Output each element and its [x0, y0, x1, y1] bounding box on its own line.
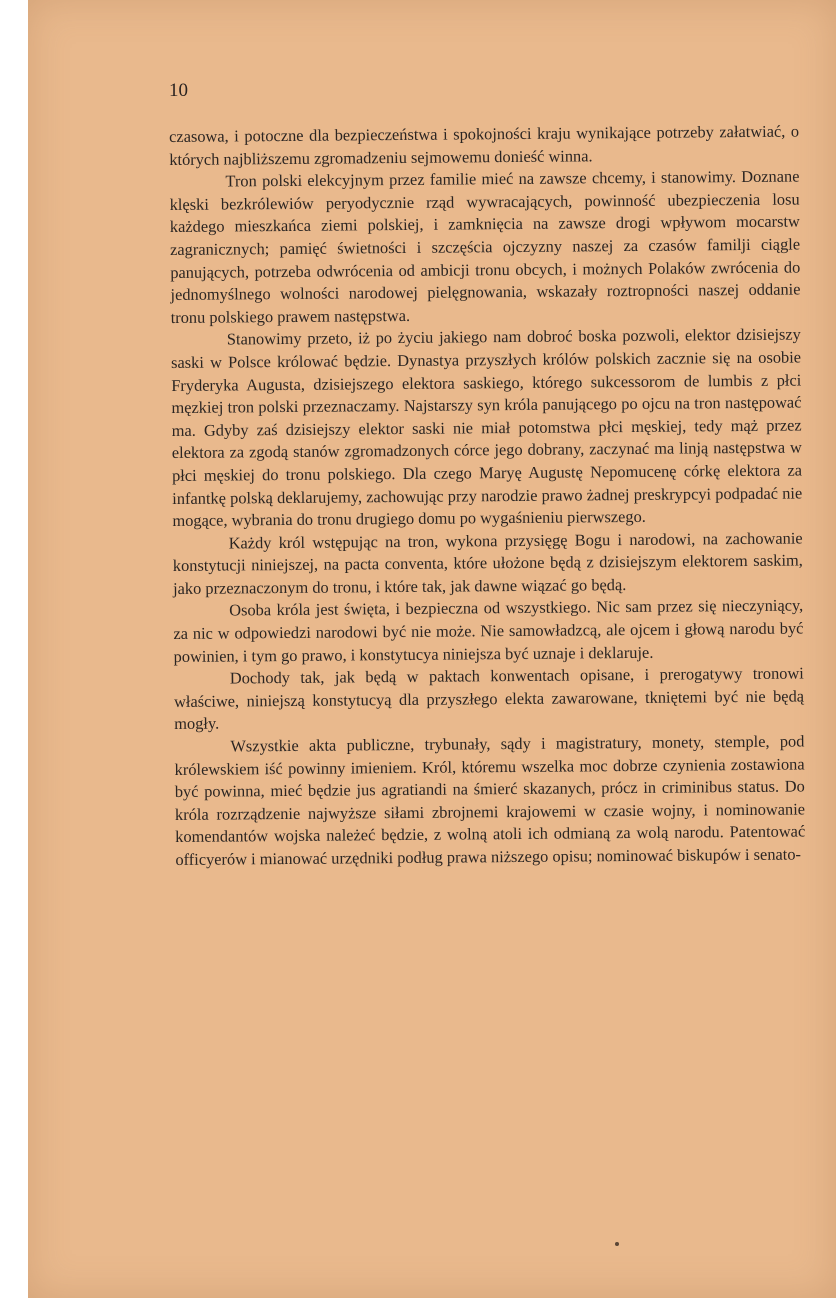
page-number: 10 [169, 80, 188, 101]
paragraph: Osoba króla jest święta, i bezpieczna od wszystkiego. Nic sam przez się nieczyniący, za nic w odpowiedzi narodowi być nie może. Nie samowładzcą, ale ojcem i głową narodu być powinien, i tym go prawo, i konstytucya niniejsza być uznaje i deklaruje. [173, 595, 804, 666]
paragraph: Stanowimy przeto, iż po życiu jakiego nam dobroć boska pozwoli, elektor dzisiejszy saski w Polsce królować będzie. Dynastya przyszłych królów polskich zacznie się na osobie Fryderyka Augusta, dzisiejszego elektora saskiego, którego sukcessorom de lumbis z płci męzkiej tron polski przeznaczamy. Najstarszy syn króla panującego po ojcu na tron następować ma. Gdyby zaś dzisiejszy elektor saski nie miał potomstwa płci męskiej, tedy mąż przez elektora za zgodą stanów zgromadzonych córce jego dobrany, zaczynać ma linją następstwa w płci męskiej do tronu polskiego. Dla czego Maryę Augustę Nepomucenę córkę elektora za infantkę polską deklarujemy, zachowując przy narodzie prawo żadnej preskrypcyi podpadać nie mogące, wybrania do tronu drugiego domu po wygaśnieniu pierwszego. [170, 324, 803, 531]
ink-speck [615, 1242, 619, 1246]
paragraph: Każdy król wstępując na tron, wykona przysięgę Bogu i narodowi, na zachowanie konstytucji niniejszej, na pacta conventa, które ułożone będą z dzisiejszym elektorem saskim, jako przeznaczonym do tronu, i które tak, jak dawne wiązać go będą. [172, 528, 803, 598]
page-sheet [28, 0, 836, 1298]
paragraph: Wszystkie akta publiczne, trybunały, sądy i magistratury, monety, stemple, pod królewskiem iść powinny imieniem. Król, któremu wszelka moc dobrze czynienia zostawiona być powinna, mieć będzie jus agratiandi na śmierć skazanych, prócz in criminibus status. Do króla rozrządzenie najwyższe siłami zbrojnemi krajowemi w czasie wojny, i nominowanie komendantów wojska należeć będzie, z wolną atoli ich odmianą za wolą narodu. Patentować officyerów i mianować urzędniki podług prawa niższego opisu; nominować biskupów i senato- [174, 731, 806, 869]
paragraph: czasowa, i potoczne dla bezpieczeństwa i spokojności kraju wynikające potrzeby załatwiać, o których najbliższemu zgromadzeniu sejmowemu donieść winna. [169, 121, 800, 169]
paragraph: Tron polski elekcyjnym przez familie mieć na zawsze chcemy, i stanowimy. Doznane klęski bezkrólewiów peryodycznie rząd wywracających, powinność ubezpieczenia losu każdego mieszkańca ziemi polskiej, i zamknięcia na zawsze drogi wpływom mocarstw zagranicznych; pamięć świetności i szczęścia ojczyzny naszej za czasów familji ciągle panujących, potrzeba odwrócenia od ambicji tronu obcych, i możnych Polaków zwrócenia do jednomyślnego wolności narodowej pielęgnowania, wskazały roztropności naszej oddanie tronu polskiego prawem następstwa. [169, 166, 801, 327]
paragraph: Dochody tak, jak będą w paktach konwentach opisane, i prerogatywy tronowi właściwe, niniejszą konstytucyą dla przyszłego elekta zawarowane, tkniętemi być nie będą mogły. [173, 663, 805, 734]
body-text [169, 121, 805, 872]
